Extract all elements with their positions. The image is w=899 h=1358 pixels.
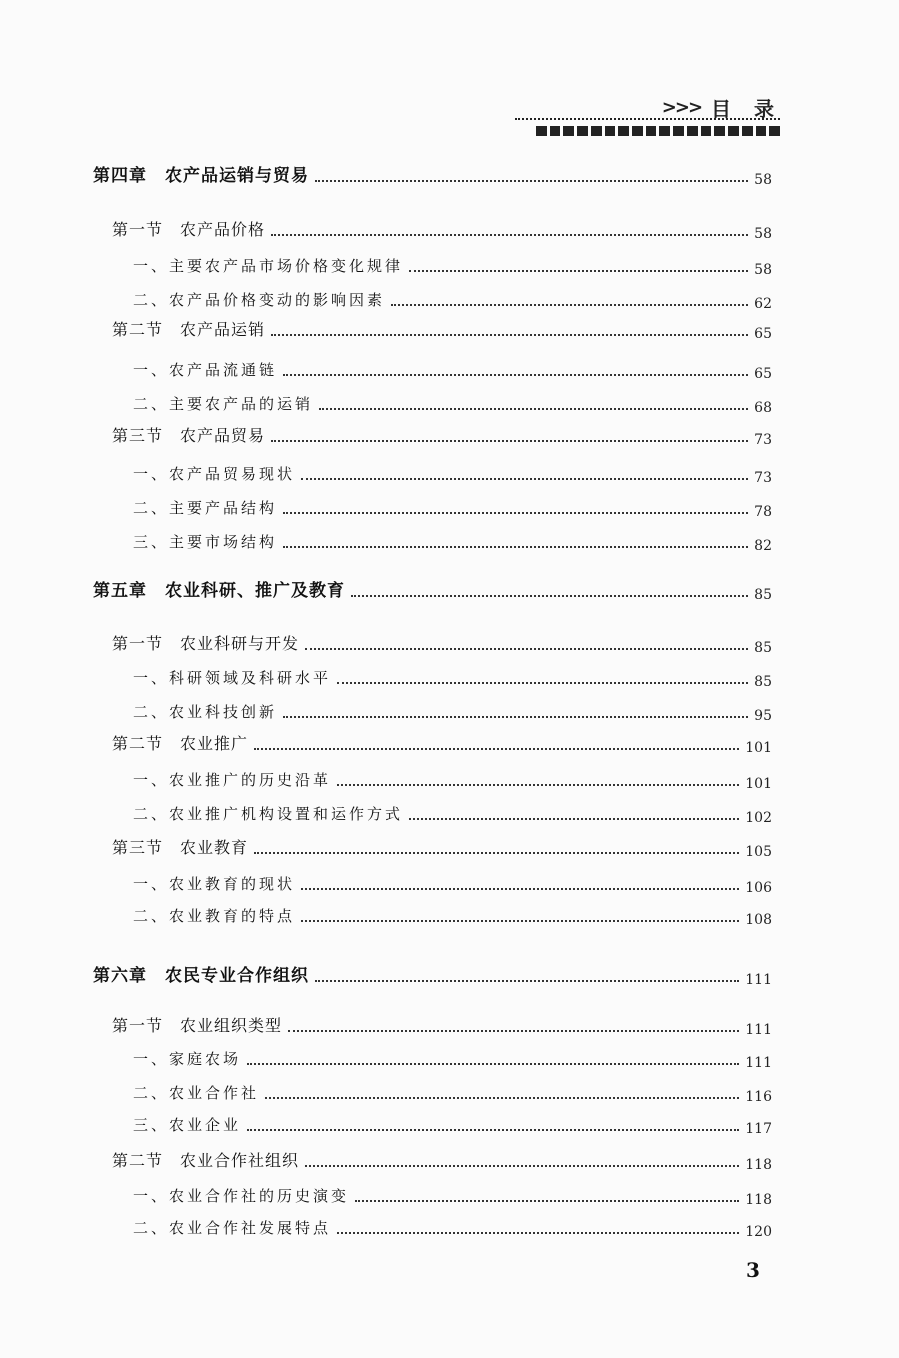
toc-leader-dots <box>355 1200 739 1202</box>
toc-item[interactable] <box>0 662 899 692</box>
toc-chapter[interactable] <box>0 575 899 605</box>
toc-item[interactable] <box>0 250 899 280</box>
toc-item[interactable] <box>0 388 899 418</box>
toc-item[interactable] <box>0 1109 899 1139</box>
toc-page-number: 58 <box>754 226 772 242</box>
toc-title: 二、农业合作社发展特点 <box>133 1219 332 1237</box>
toc-page-number: 106 <box>745 880 772 896</box>
toc-page-number: 111 <box>745 972 772 988</box>
toc-page-number: 58 <box>754 262 772 278</box>
toc-leader-dots <box>351 595 748 597</box>
toc-item[interactable] <box>0 1180 899 1210</box>
toc-title: 三、农业企业 <box>133 1116 242 1134</box>
toc-title: 第五章 农业科研、推广及教育 <box>93 581 345 601</box>
toc-leader-dots <box>283 512 748 514</box>
toc-title: 一、农业合作社的历史演变 <box>133 1187 350 1205</box>
toc-title: 二、农业合作社 <box>133 1084 260 1102</box>
toc-leader-dots <box>288 1030 739 1032</box>
toc-leader-dots <box>301 478 748 480</box>
toc-title: 第二节 农业推广 <box>112 734 249 753</box>
toc-leader-dots <box>247 1063 739 1065</box>
header-title: 目 录 <box>711 96 782 121</box>
toc-item[interactable] <box>0 354 899 384</box>
toc-leader-dots <box>409 818 739 820</box>
toc-title: 一、农业教育的现状 <box>133 875 296 893</box>
toc-title: 第一节 农业组织类型 <box>112 1016 283 1035</box>
toc-page-number: 111 <box>745 1055 772 1071</box>
toc-section[interactable] <box>0 832 899 862</box>
toc-leader-dots <box>247 1129 739 1131</box>
toc-leader-dots <box>319 408 748 410</box>
toc-chapter[interactable] <box>0 160 899 190</box>
toc-page-number: 62 <box>754 296 772 312</box>
toc-item[interactable] <box>0 1077 899 1107</box>
toc-title: 二、主要产品结构 <box>133 499 278 517</box>
toc-page-number: 85 <box>754 674 772 690</box>
toc-section[interactable] <box>0 628 899 658</box>
toc-item[interactable] <box>0 696 899 726</box>
toc-title: 第二节 农产品运销 <box>112 320 266 339</box>
toc-item[interactable] <box>0 900 899 930</box>
toc-page-number: 95 <box>754 708 772 724</box>
toc-section[interactable] <box>0 728 899 758</box>
toc-leader-dots <box>271 440 748 442</box>
toc-title: 一、家庭农场 <box>133 1050 242 1068</box>
toc-item[interactable] <box>0 1043 899 1073</box>
toc-page-number: 85 <box>754 640 772 656</box>
toc-title: 二、农业科技创新 <box>133 703 278 721</box>
toc-title: 二、主要农产品的运销 <box>133 395 314 413</box>
toc-leader-dots <box>305 1165 739 1167</box>
toc-section[interactable] <box>0 420 899 450</box>
toc-item[interactable] <box>0 458 899 488</box>
toc-section[interactable] <box>0 1010 899 1040</box>
toc-page-number: 73 <box>754 432 772 448</box>
toc-leader-dots <box>254 748 739 750</box>
toc-page-number: 68 <box>754 400 772 416</box>
toc-title: 二、农产品价格变动的影响因素 <box>133 291 386 309</box>
toc-page-number: 101 <box>745 776 772 792</box>
page-number: 3 <box>746 1258 760 1282</box>
toc-leader-dots <box>265 1097 739 1099</box>
toc-title: 第三节 农业教育 <box>112 838 249 857</box>
toc-page-number: 85 <box>754 587 772 603</box>
toc-page-number: 116 <box>745 1089 772 1105</box>
toc-item[interactable] <box>0 764 899 794</box>
toc-leader-dots <box>283 374 748 376</box>
toc-page-number: 101 <box>745 740 772 756</box>
toc-page-number: 73 <box>754 470 772 486</box>
toc-leader-dots <box>409 270 748 272</box>
toc-leader-dots <box>283 546 748 548</box>
toc-item[interactable] <box>0 798 899 828</box>
toc-title: 一、主要农产品市场价格变化规律 <box>133 257 404 275</box>
toc-page-number: 78 <box>754 504 772 520</box>
toc-title: 一、农产品贸易现状 <box>133 465 296 483</box>
toc-title: 第二节 农业合作社组织 <box>112 1151 300 1170</box>
toc-section[interactable] <box>0 314 899 344</box>
toc-leader-dots <box>315 980 739 982</box>
toc-page-number: 118 <box>745 1157 772 1173</box>
toc-title: 第四章 农产品运销与贸易 <box>93 166 309 186</box>
toc-leader-dots <box>337 1232 739 1234</box>
toc-page-number: 102 <box>745 810 772 826</box>
toc-leader-dots <box>271 234 748 236</box>
toc-title: 三、主要市场结构 <box>133 533 278 551</box>
toc-leader-dots <box>337 784 739 786</box>
toc-title: 二、农业教育的特点 <box>133 907 296 925</box>
toc-chapter[interactable] <box>0 960 899 990</box>
toc-page-number: 117 <box>745 1121 772 1137</box>
toc-title: 第一节 农业科研与开发 <box>112 634 300 653</box>
toc-title: 第一节 农产品价格 <box>112 220 266 239</box>
toc-leader-dots <box>271 334 748 336</box>
toc-title: 第三节 农产品贸易 <box>112 426 266 445</box>
toc-leader-dots <box>283 716 748 718</box>
toc-item[interactable] <box>0 284 899 314</box>
toc-page-number: 58 <box>754 172 772 188</box>
toc-title: 二、农业推广机构设置和运作方式 <box>133 805 404 823</box>
toc-item[interactable] <box>0 492 899 522</box>
toc-leader-dots <box>337 682 748 684</box>
toc-page-number: 105 <box>745 844 772 860</box>
toc-page-number: 120 <box>745 1224 772 1240</box>
toc-item[interactable] <box>0 1212 899 1242</box>
toc-page-number: 108 <box>745 912 772 928</box>
toc-page-number: 65 <box>754 326 772 342</box>
toc-title: 一、科研领域及科研水平 <box>133 669 332 687</box>
toc-leader-dots <box>305 648 748 650</box>
toc-page-number: 82 <box>754 538 772 554</box>
toc-section[interactable] <box>0 214 899 244</box>
toc-title: 一、农产品流通链 <box>133 361 278 379</box>
toc-leader-dots <box>301 888 739 890</box>
toc-leader-dots <box>254 852 739 854</box>
toc-page-number: 111 <box>745 1022 772 1038</box>
toc-page-number: 65 <box>754 366 772 382</box>
toc-section[interactable] <box>0 1145 899 1175</box>
toc-page-number: 118 <box>745 1192 772 1208</box>
toc-leader-dots <box>315 180 748 182</box>
toc-item[interactable] <box>0 526 899 556</box>
header-arrows: >>> <box>661 96 702 118</box>
toc-leader-dots <box>391 304 748 306</box>
toc-leader-dots <box>301 920 739 922</box>
toc-title: 第六章 农民专业合作组织 <box>93 966 309 986</box>
toc-title: 一、农业推广的历史沿革 <box>133 771 332 789</box>
toc-item[interactable] <box>0 868 899 898</box>
